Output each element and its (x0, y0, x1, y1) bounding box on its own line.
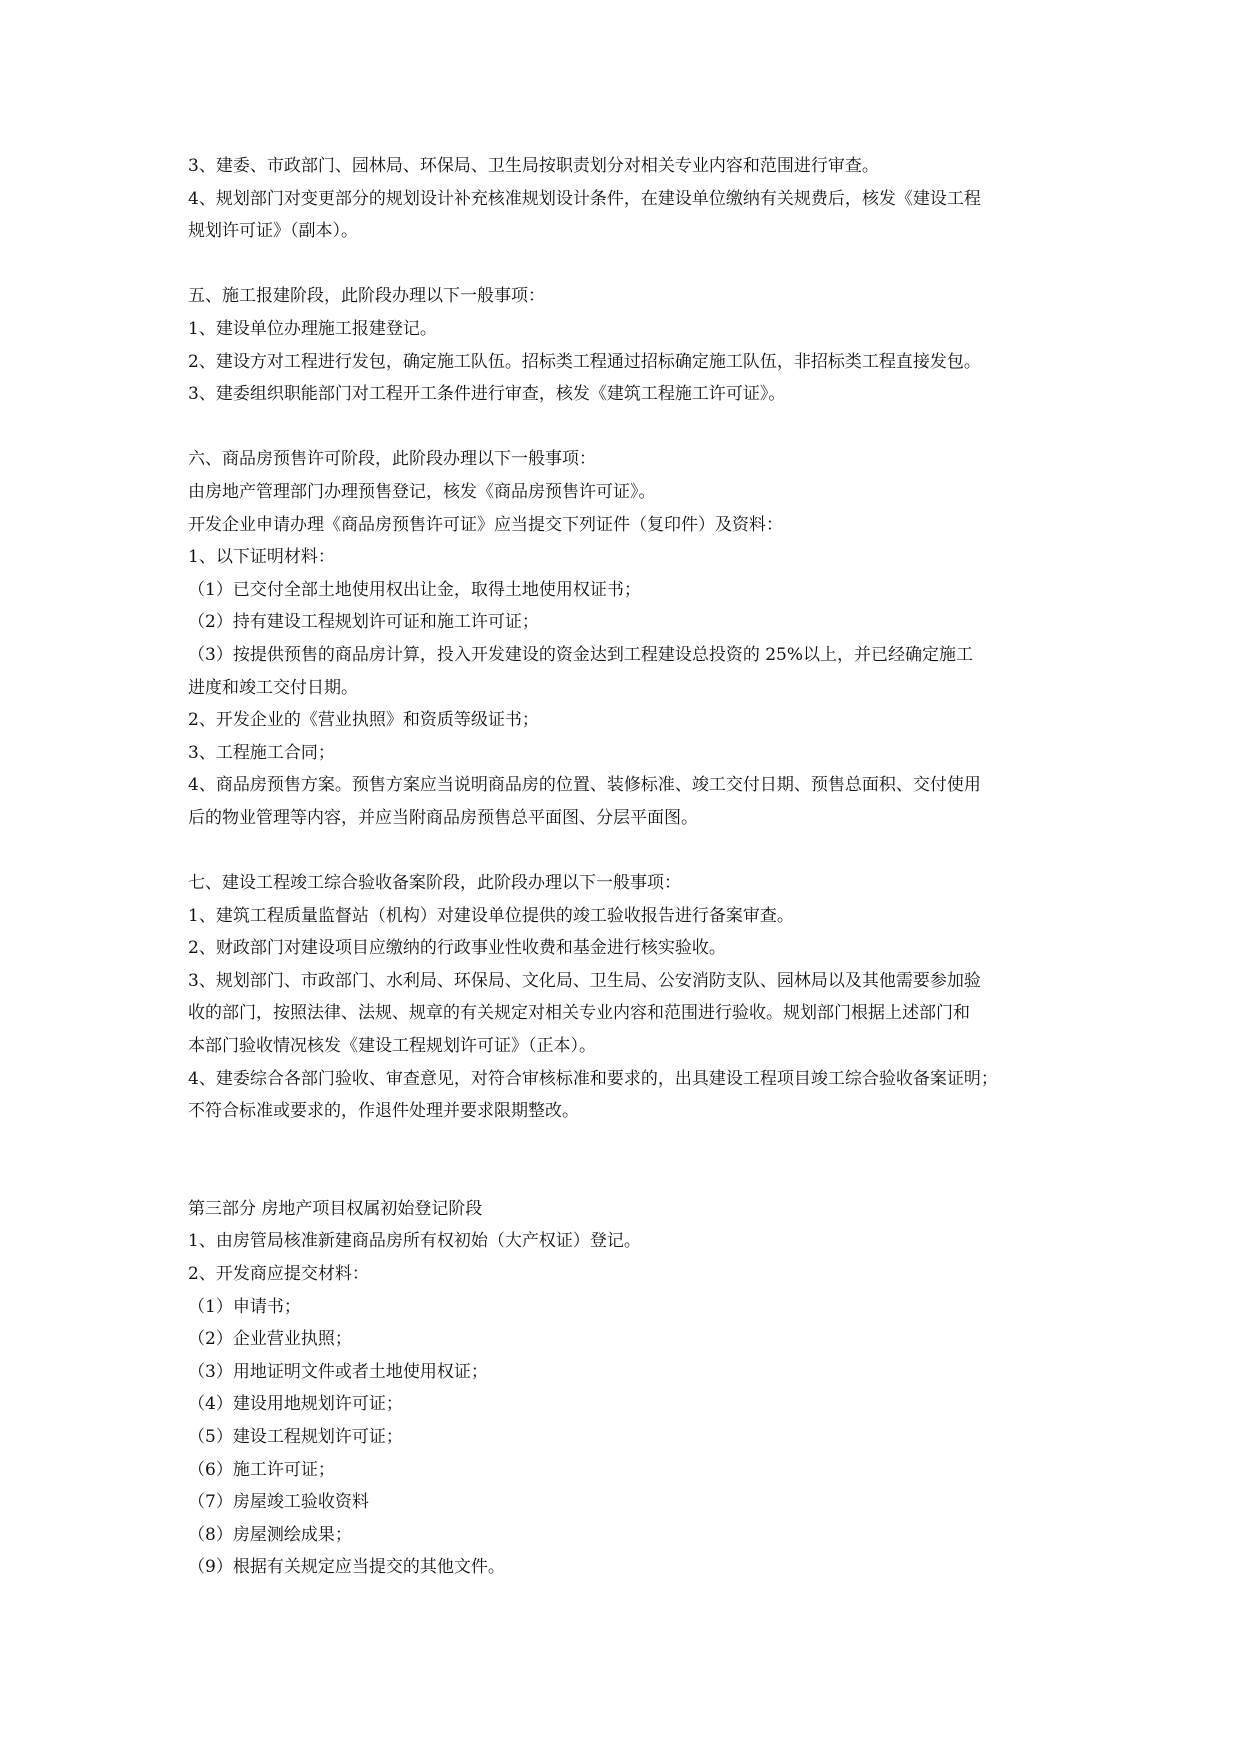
paragraph-spacer (188, 411, 1060, 444)
section-initial-title-registration (188, 1193, 1060, 1584)
text-line: 4、建委综合各部门验收、审查意见，对符合审核标准和要求的，出具建设工程项目竣工综合验收备案证明； (188, 1068, 998, 1089)
list-item: （7）房屋竣工验收资料 (188, 1492, 369, 1513)
text-line: 本部门验收情况核发《建设工程规划许可证》（正本）。 (188, 1036, 596, 1057)
text-line: 3、建委、市政部门、园林局、环保局、卫生局按职责划分对相关专业内容和范围进行审查。 (188, 156, 879, 176)
text-line: 4、商品房预售方案。预售方案应当说明商品房的位置、装修标准、竣工交付日期、预售总面积、交付使用 (188, 775, 981, 796)
text-line: 规划许可证》（副本）。 (188, 221, 358, 242)
list-item: （1）申请书； (188, 1296, 301, 1317)
text-line: 3、建委组织职能部门对工程开工条件进行审查，核发《建筑工程施工许可证》。 (188, 384, 786, 405)
text-line: 3、工程施工合同； (188, 742, 335, 763)
text-line: 1、建筑工程质量监督站（机构）对建设单位提供的竣工验收报告进行备案审查。 (188, 905, 794, 926)
section-completion-acceptance (188, 867, 1060, 1128)
section-heading: 七、建设工程竣工综合验收备案阶段，此阶段办理以下一般事项： (188, 873, 681, 894)
text-line: 1、由房管局核准新建商品房所有权初始（大产权证）登记。 (188, 1231, 641, 1252)
list-item: （9）根据有关规定应当提交的其他文件。 (188, 1557, 505, 1578)
text-line: 收的部门，按照法律、法规、规章的有关规定对相关专业内容和范围进行验收。规划部门根据上述部门和 (188, 1003, 970, 1024)
text-line: （3）按提供预售的商品房计算，投入开发建设的资金达到工程建设总投资的 25%以上，并已经确定施工 (188, 644, 974, 665)
text-line: 4、规划部门对变更部分的规划设计补充核准规划设计条件，在建设单位缴纳有关规费后，核发《建设工程 (188, 188, 981, 209)
list-item: （6）施工许可证； (188, 1459, 335, 1480)
section-heading: 五、施工报建阶段，此阶段办理以下一般事项： (188, 286, 545, 307)
paragraph-spacer (188, 248, 1060, 281)
text-line: 1、建设单位办理施工报建登记。 (188, 318, 437, 339)
text-line: 进度和竣工交付日期。 (188, 677, 358, 698)
list-item: （4）建设用地规划许可证； (188, 1394, 403, 1415)
section-construction-registration (188, 280, 1060, 410)
list-item: （3）用地证明文件或者土地使用权证； (188, 1361, 488, 1382)
document-body (188, 150, 1060, 1584)
text-line: （1）已交付全部土地使用权出让金，取得土地使用权证书； (188, 579, 641, 600)
text-line: 3、规划部门、市政部门、水利局、环保局、文化局、卫生局、公安消防支队、园林局以及其他需要参加验 (188, 970, 981, 991)
paragraph-spacer (188, 834, 1060, 867)
text-line: 1、以下证明材料： (188, 547, 335, 568)
text-line: 不符合标准或要求的，作退件处理并要求限期整改。 (188, 1101, 579, 1122)
list-item: （2）企业营业执照； (188, 1329, 352, 1350)
list-item: （5）建设工程规划许可证； (188, 1426, 403, 1447)
text-line: 后的物业管理等内容，并应当附商品房预售总平面图、分层平面图。 (188, 807, 698, 828)
text-line: 开发企业申请办理《商品房预售许可证》应当提交下列证件（复印件）及资料： (188, 514, 783, 535)
text-line: 2、开发企业的《营业执照》和资质等级证书； (188, 710, 539, 731)
section-presale-permit (188, 443, 1060, 834)
paragraph-spacer (188, 1128, 1060, 1193)
section-heading: 六、商品房预售许可阶段，此阶段办理以下一般事项： (188, 449, 596, 470)
text-line: （2）持有建设工程规划许可证和施工许可证； (188, 612, 539, 633)
text-line: 2、财政部门对建设项目应缴纳的行政事业性收费和基金进行核实验收。 (188, 938, 726, 959)
text-line: 由房地产管理部门办理预售登记，核发《商品房预售许可证》。 (188, 481, 656, 502)
text-line: 2、开发商应提交材料： (188, 1264, 369, 1284)
text-line: 2、建设方对工程进行发包，确定施工队伍。招标类工程通过招标确定施工队伍，非招标类工程直接发包。 (188, 351, 981, 372)
section-heading: 第三部分 房地产项目权属初始登记阶段 (188, 1198, 483, 1219)
list-item: （8）房屋测绘成果； (188, 1524, 352, 1545)
section-building-review (188, 150, 1060, 248)
